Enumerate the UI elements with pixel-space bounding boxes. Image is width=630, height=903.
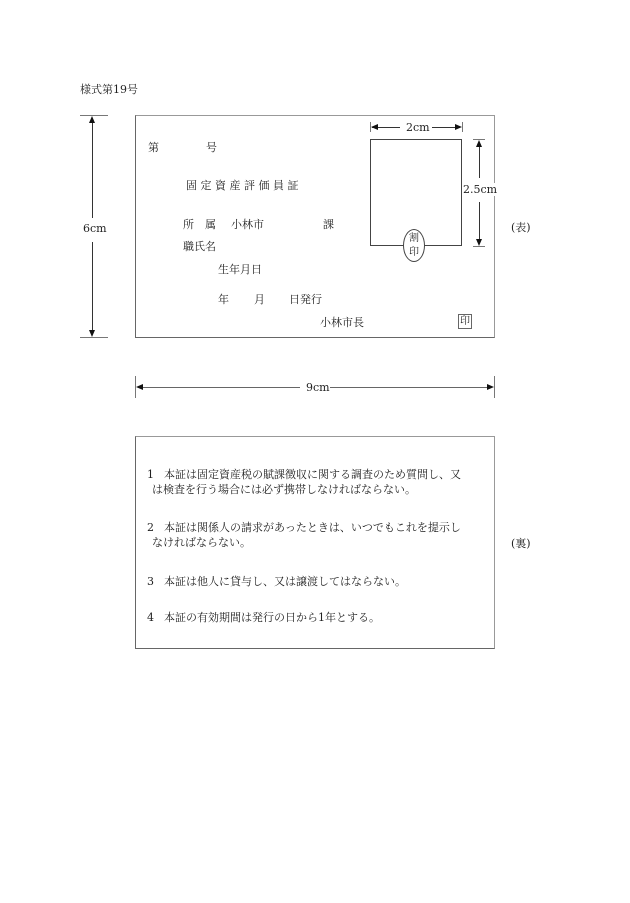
issuer-name: 小林市長 <box>320 316 364 329</box>
rule-text-line1: 本証の有効期間は発行の日から1年とする。 <box>164 611 380 624</box>
rule-item-1 <box>147 467 492 497</box>
form-number: 様式第19号 <box>80 83 138 96</box>
rule-text-line1: 本証は他人に貸与し、又は譲渡してはならない。 <box>164 575 406 588</box>
rule-text-line1: 本証は関係人の請求があったときは、いつでもこれを提示し <box>164 521 461 534</box>
photo-height-line-upper <box>479 143 480 178</box>
birthdate-label: 生年月日 <box>218 263 262 276</box>
tally-seal-char-1: 割 <box>409 233 419 244</box>
height-dimension-bottom-tick <box>80 337 108 338</box>
card-number-prefix: 第 <box>148 141 159 154</box>
issuer-seal-box: 印 <box>460 316 470 327</box>
issue-day-label: 日発行 <box>289 293 322 306</box>
front-side-label: (表) <box>511 221 531 234</box>
arrow-left-icon <box>136 384 143 390</box>
arrow-down-icon <box>89 330 95 337</box>
department-suffix: 課 <box>323 218 334 231</box>
photo-height-line-lower <box>479 202 480 242</box>
photo-width-right-tick <box>462 122 463 132</box>
photo-width-label: 2cm <box>406 121 430 134</box>
arrow-up-icon <box>89 116 95 123</box>
width-dimension-line-right <box>330 387 490 388</box>
rule-number: 2 <box>147 521 154 534</box>
width-dimension-line-left <box>140 387 300 388</box>
rule-item-3 <box>147 574 492 589</box>
rule-text-line1: 本証は固定資産税の賦課徴収に関する調査のため質問し、又 <box>164 468 461 481</box>
width-dimension-right-tick <box>494 376 495 398</box>
department-city: 小林市 <box>231 218 264 231</box>
width-dimension-label: 9cm <box>306 381 330 394</box>
department-label: 所 属 <box>183 218 216 231</box>
photo-height-label: 2.5cm <box>463 183 498 196</box>
arrow-down-icon <box>476 239 482 246</box>
arrow-up-icon <box>476 140 482 147</box>
arrow-left-icon <box>371 124 378 130</box>
card-title: 固 定 資 産 評 価 員 証 <box>186 179 299 192</box>
rule-number: 4 <box>147 611 154 624</box>
rule-item-4 <box>147 610 492 625</box>
rule-text-line2: は検査を行う場合には必ず携帯しなければならない。 <box>152 483 416 496</box>
back-side-label: (裏) <box>511 537 531 550</box>
rule-number: 1 <box>147 468 154 481</box>
tally-seal-char-2: 印 <box>409 247 419 258</box>
height-dimension-line-lower <box>92 242 93 332</box>
card-number-suffix: 号 <box>206 141 217 154</box>
height-dimension-label: 6cm <box>83 222 107 235</box>
tally-seal <box>403 229 425 262</box>
name-label: 職氏名 <box>183 240 216 253</box>
issue-year-label: 年 <box>218 293 229 306</box>
rule-number: 3 <box>147 575 154 588</box>
arrow-right-icon <box>487 384 494 390</box>
rule-item-2 <box>147 520 492 550</box>
height-dimension-line-upper <box>92 120 93 218</box>
rule-text-line2: なければならない。 <box>152 536 251 549</box>
photo-height-bottom-tick <box>473 246 485 247</box>
issue-month-label: 月 <box>254 293 265 306</box>
arrow-right-icon <box>455 124 462 130</box>
